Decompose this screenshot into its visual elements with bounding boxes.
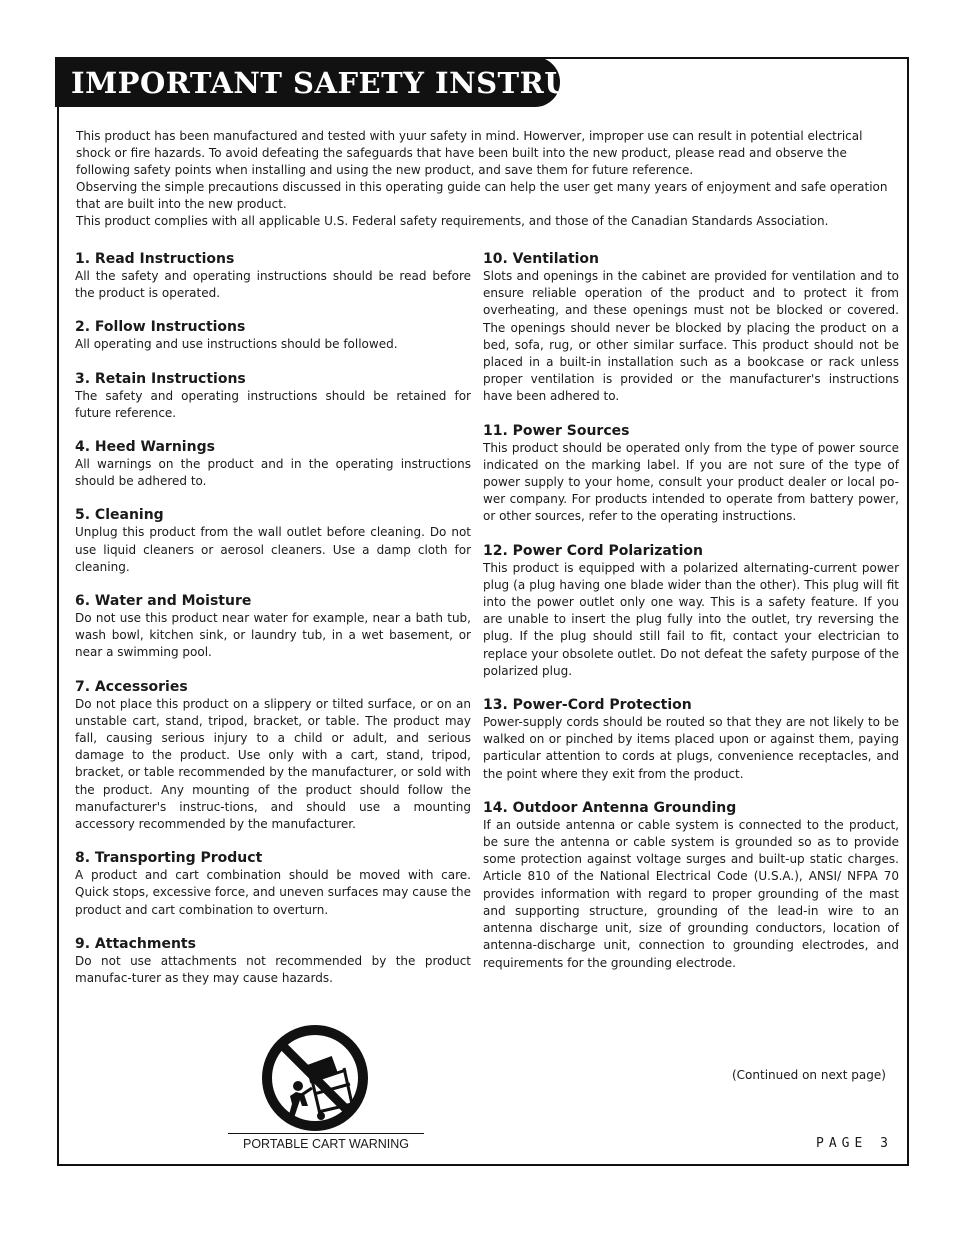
- section-body: All warnings on the product and in the operating instructions should be adhered to.: [75, 457, 471, 489]
- section-ventilation: [483, 250, 899, 406]
- section-water-and-moisture: [75, 592, 471, 662]
- section-heading: 4. Heed Warnings: [75, 439, 215, 456]
- section-body: If an outside antenna or cable system is connected to the product, be sure the antenna or cable system is grounded so as to provide some protection against voltage surges and built-up static charges. Article 810 of the National Electrical Code (U.S.A.), ANSI/ NFPA 70 provides information with regard to proper grounding of the mast and supporting structure, grounding of the lead-in wire to an antenna discharge unit, size of grounding conductors, location of antenna-discharge unit, connection to grounding electrodes, and requirements for the grounding electrode.: [483, 817, 899, 970]
- section-heed-warnings: [75, 438, 471, 490]
- section-accessories: [75, 678, 471, 834]
- section-heading: 5. Cleaning: [75, 507, 164, 524]
- section-heading: 2. Follow Instructions: [75, 319, 246, 336]
- section-power-cord-polarization: [483, 542, 899, 680]
- section-body: The safety and operating instructions should be retained for future reference.: [75, 388, 471, 420]
- section-body: Slots and openings in the cabinet are provided for ventilation and to ensure reliable operation of the product and to protect it from overheating, and these openings must not be blocked or covered. The openings should never be blocked by placing the product on a bed, sofa, rug, or other similar surface. This product should not be placed in a built-in installation such as a bookcase or rack unless proper ventilation is provided or the manufacturer's instructions have been adhered to.: [483, 269, 899, 404]
- section-heading: 11. Power Sources: [483, 422, 630, 439]
- section-heading: 10. Ventilation: [483, 251, 600, 267]
- section-heading: 1. Read Instructions: [75, 251, 235, 267]
- intro-text: [76, 128, 896, 230]
- intro-paragraph: This product has been manufactured and tested with yuur safety in mind. Howerver, improper use can result in potential electrical shock or fire hazards. To avoid defeating the safeguards that have been built into the new product, please read and observe the following safety points when installing and using the new product, and save them for future reference.: [76, 129, 863, 177]
- intro-paragraph: Observing the simple precautions discussed in this operating guide can help the user get many years of enjoyment and safe operation that are built into the new product.: [76, 180, 888, 211]
- right-column: [483, 250, 899, 988]
- section-body: Unplug this product from the wall outlet before cleaning. Do not use liquid cleaners or aerosol cleaners. Use a damp cloth for cleaning.: [75, 525, 471, 574]
- section-heading: 9. Attachments: [75, 935, 196, 952]
- left-column: [75, 250, 471, 1003]
- section-body: All operating and use instructions should be followed.: [75, 337, 398, 352]
- cart-caption-rule: [228, 1133, 424, 1134]
- cart-warning-caption: PORTABLE CART WARNING: [242, 1137, 409, 1151]
- section-follow-instructions: [75, 318, 471, 353]
- page-title: IMPORTANT SAFETY INSTRUCTIONS: [71, 66, 704, 100]
- section-heading: 12. Power Cord Polarization: [483, 542, 703, 559]
- section-heading: 7. Accessories: [75, 678, 188, 695]
- section-body: All the safety and operating instructions should be read before the product is operated.: [75, 269, 471, 301]
- section-retain-instructions: [75, 370, 471, 422]
- page-number: PAGE 3: [816, 1136, 893, 1151]
- continued-note: (Continued on next page): [732, 1068, 886, 1082]
- section-power-sources: [483, 422, 899, 526]
- section-heading: 3. Retain Instructions: [75, 370, 246, 387]
- section-cleaning: [75, 506, 471, 576]
- title-banner: [55, 57, 704, 107]
- section-body: This product should be operated only from the type of power source indicated on the marking label. If you are not sure of the type of power supply to your home, consult your product dealer or local po-wer company. For products intended to operate from battery power, or other sources, refer to the operating instructions.: [483, 440, 899, 524]
- section-outdoor-antenna-grounding: [483, 799, 899, 972]
- section-attachments: [75, 935, 471, 987]
- section-body: Do not use this product near water for example, near a bath tub, wash bowl, kitchen sink, or laundry tub, in a wet basement, or near a swimming pool.: [75, 611, 471, 660]
- section-body: This product is equipped with a polarized alternating-current power plug (a plug having one blade wider than the other). This plug will fit into the power outlet only one way. This is a safety feature. If you are unable to insert the plug fully into the outlet, try reversing the plug. If the plug should still fail to fit, contact your electrician to replace your obsolete outlet. Do not defeat the safety purpose of the polarized plug.: [483, 560, 899, 678]
- section-transporting-product: [75, 849, 471, 919]
- section-heading: 13. Power-Cord Protection: [483, 697, 692, 714]
- section-read-instructions: [75, 250, 471, 302]
- section-body: Do not use attachments not recommended by the product manufac-turer as they may cause hazards.: [75, 953, 471, 986]
- section-power-cord-protection: [483, 696, 899, 783]
- section-heading: 8. Transporting Product: [75, 850, 263, 867]
- section-heading: 6. Water and Moisture: [75, 593, 252, 610]
- section-body: Power-supply cords should be routed so that they are not likely to be walked on or pinched by items placed upon or against them, paying particular attention to cords at plugs, convenience receptacles, and the point where they exit from the product.: [483, 715, 899, 781]
- portable-cart-warning-icon: [228, 1022, 426, 1156]
- intro-paragraph: This product complies with all applicable U.S. Federal safety requirements, and those of the Canadian Standards Association.: [76, 214, 829, 228]
- section-heading: 14. Outdoor Antenna Grounding: [483, 799, 737, 816]
- section-body: Do not place this product on a slippery or tilted surface, or on an unstable cart, stand, tripod, bracket, or table. The product may fall, causing serious injury to a child or adult, and serious damage to the product. Use only with a cart, stand, tripod, bracket, or table recommended by the manufacturer, or sold with the product. Any mounting of the product should follow the manufacturer's instruc-tions, and should use a mounting accessory recommended by the manufacturer.: [75, 696, 471, 832]
- section-body: A product and cart combination should be moved with care. Quick stops, excessive force, and uneven surfaces may cause the product and cart combination to overturn.: [75, 868, 471, 917]
